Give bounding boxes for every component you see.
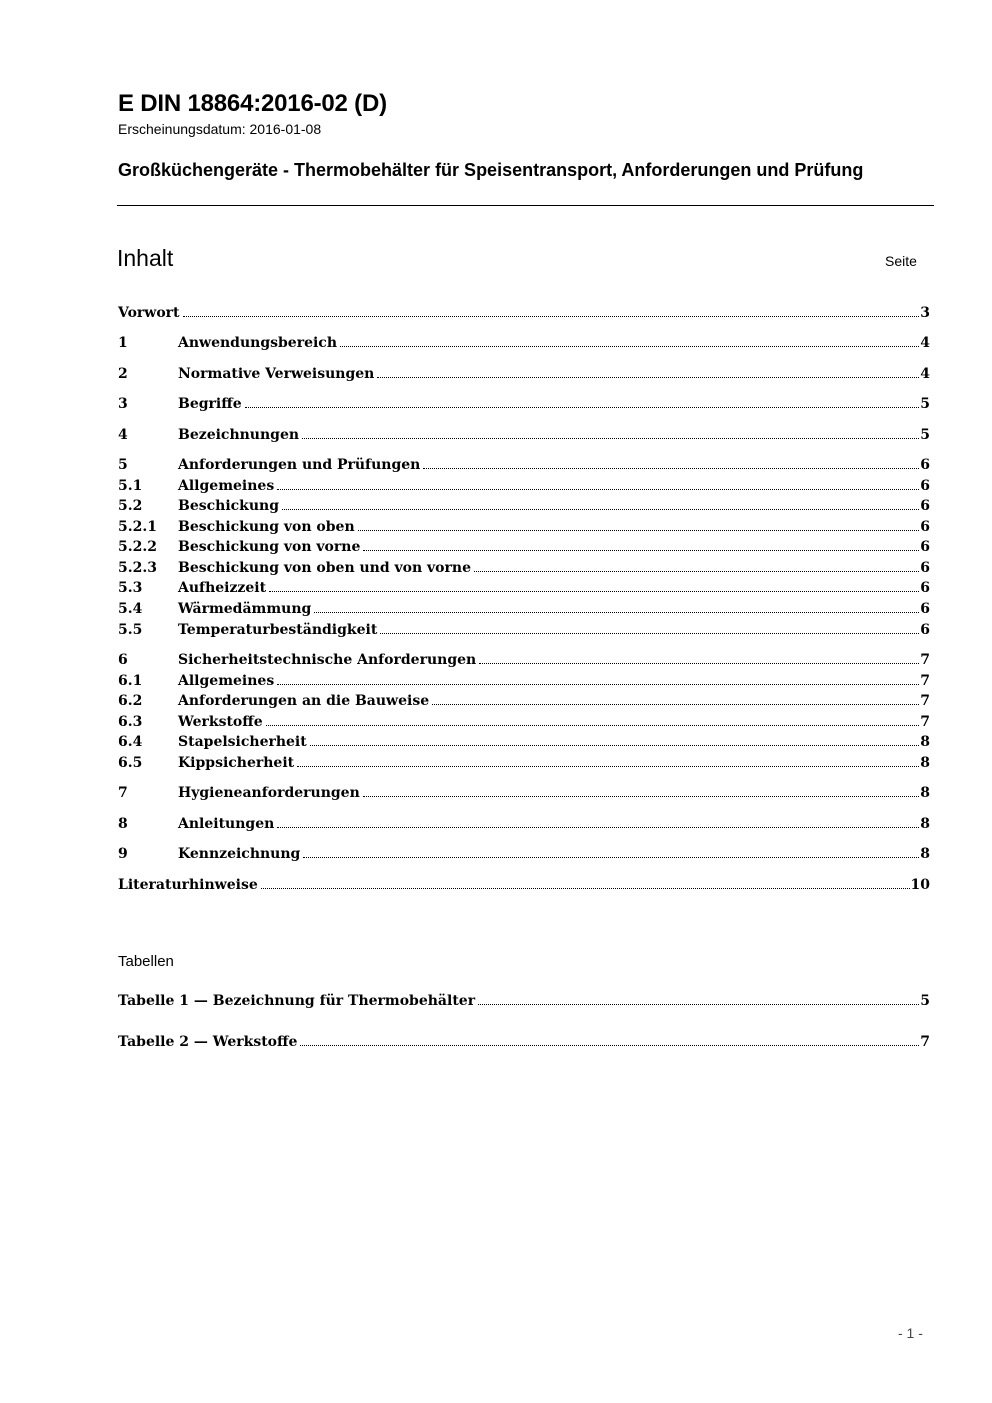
toc-entry-title: Sicherheitstechnische Anforderungen: [178, 652, 477, 668]
toc-entry-number: 5.1: [118, 478, 143, 494]
toc-entry-page: 6: [920, 560, 930, 576]
page-number: - 1 -: [898, 1325, 923, 1341]
toc-entry-6-1[interactable]: [118, 670, 930, 690]
toc-heading: Inhalt: [117, 245, 174, 271]
toc-entry-title: Allgemeines: [178, 478, 275, 494]
dot-leader: [358, 530, 920, 531]
dot-leader: [380, 633, 919, 634]
toc-entry-page: 6: [920, 580, 930, 596]
table-entry-1[interactable]: [118, 990, 930, 1010]
page-column-label: Seite: [885, 253, 917, 269]
dot-leader: [300, 1045, 919, 1046]
document-subtitle: Großküchengeräte - Thermobehälter für Speisentransport, Anforderungen und Prüfung: [118, 160, 864, 180]
toc-entry-page: 4: [920, 366, 930, 382]
toc-entry-6-2[interactable]: [118, 690, 930, 710]
toc-entry-9[interactable]: [118, 843, 930, 863]
toc-entry-number: 7: [118, 785, 128, 801]
toc-entry-number: 5.2.3: [118, 560, 157, 576]
dot-leader: [363, 796, 919, 797]
toc-entry-5-2-1[interactable]: [118, 516, 930, 536]
dot-leader: [432, 704, 919, 705]
toc-entry-page: 5: [920, 396, 930, 412]
toc-entry-number: 1: [118, 335, 128, 351]
toc-entry-number: 6.2: [118, 693, 143, 709]
toc-entry-number: 5.5: [118, 622, 143, 638]
dot-leader: [282, 509, 919, 510]
toc-entry-number: 6.5: [118, 755, 143, 771]
toc-entry-number: 6.1: [118, 673, 143, 689]
dot-leader: [303, 857, 919, 858]
dot-leader: [266, 725, 920, 726]
dot-leader: [183, 316, 920, 317]
dot-leader: [377, 377, 919, 378]
toc-entry-title: Beschickung: [178, 498, 280, 514]
dot-leader: [261, 888, 910, 889]
toc-entry-1[interactable]: [118, 332, 930, 352]
dot-leader: [297, 766, 919, 767]
toc-entry-title: Aufheizzeit: [178, 580, 267, 596]
dot-leader: [302, 438, 919, 439]
toc-entry-5-2[interactable]: [118, 495, 930, 515]
toc-entry-6-4[interactable]: [118, 731, 930, 751]
dot-leader: [245, 407, 920, 408]
toc-entry-number: 5.2: [118, 498, 143, 514]
toc-entry-page: 7: [920, 714, 930, 730]
dot-leader: [363, 550, 919, 551]
toc-entry-7[interactable]: [118, 782, 930, 802]
toc-entry-page: 8: [920, 846, 930, 862]
toc-entry-title: Anleitungen: [178, 816, 275, 832]
dot-leader: [340, 346, 919, 347]
dot-leader: [310, 745, 920, 746]
toc-entry-title: Beschickung von oben: [178, 519, 355, 535]
toc-entry-number: 6.4: [118, 734, 143, 750]
toc-entry-8[interactable]: [118, 813, 930, 833]
toc-entry-title: Allgemeines: [178, 673, 275, 689]
toc-entry-page: 10: [910, 877, 930, 893]
toc-entry-number: 5: [118, 457, 128, 473]
document-title: E DIN 18864:2016-02 (D): [118, 90, 387, 117]
toc-entry-page: 8: [920, 785, 930, 801]
table-entry-title: Tabelle 2 — Werkstoffe: [118, 1034, 298, 1050]
toc-entry-title: Temperaturbeständigkeit: [178, 622, 378, 638]
toc-entry-title: Wärmedämmung: [178, 601, 312, 617]
toc-entry-5-2-3[interactable]: [118, 557, 930, 577]
toc-entry-5-3[interactable]: [118, 577, 930, 597]
toc-entry-6-3[interactable]: [118, 711, 930, 731]
table-entry-2[interactable]: [118, 1031, 930, 1051]
toc-entry-page: 6: [920, 498, 930, 514]
toc-entry-page: 6: [920, 457, 930, 473]
toc-entry-vorwort[interactable]: [118, 302, 930, 322]
dot-leader: [277, 489, 919, 490]
toc-entry-title: Werkstoffe: [178, 714, 263, 730]
toc-entry-page: 8: [920, 816, 930, 832]
toc-entry-page: 5: [920, 427, 930, 443]
toc-entry-number: 6.3: [118, 714, 143, 730]
toc-entry-6-5[interactable]: [118, 752, 930, 772]
toc-entry-page: 3: [920, 305, 930, 321]
toc-entry-5-4[interactable]: [118, 598, 930, 618]
toc-entry-number: 3: [118, 396, 128, 412]
toc-entry-title: Anforderungen an die Bauweise: [178, 693, 430, 709]
dot-leader: [314, 612, 919, 613]
toc-entry-page: 7: [920, 693, 930, 709]
table-entry-page: 7: [920, 1034, 930, 1050]
toc-entry-title: Begriffe: [178, 396, 242, 412]
title-divider: [117, 205, 934, 206]
toc-entry-page: 8: [920, 755, 930, 771]
tables-heading: Tabellen: [118, 953, 174, 970]
dot-leader: [474, 571, 919, 572]
toc-entry-title: Bezeichnungen: [178, 427, 300, 443]
dot-leader: [479, 663, 919, 664]
toc-entry-literaturhinweise[interactable]: [118, 874, 930, 894]
toc-entry-page: 7: [920, 673, 930, 689]
table-entry-title: Tabelle 1 — Bezeichnung für Thermobehälter: [118, 993, 476, 1009]
toc-entry-title: Normative Verweisungen: [178, 366, 375, 382]
toc-entry-page: 7: [920, 652, 930, 668]
toc-entry-page: 6: [920, 478, 930, 494]
toc-entry-title: Hygieneanforderungen: [178, 785, 360, 801]
toc-entry-page: 6: [920, 519, 930, 535]
toc-entry-title: Kippsicherheit: [178, 755, 295, 771]
toc-entry-5-1[interactable]: [118, 475, 930, 495]
toc-entry-title: Literaturhinweise: [118, 877, 258, 893]
toc-entry-number: 8: [118, 816, 128, 832]
dot-leader: [478, 1004, 919, 1005]
toc-entry-5[interactable]: [118, 454, 930, 474]
toc-entry-number: 5.4: [118, 601, 143, 617]
toc-entry-title: Anforderungen und Prüfungen: [178, 457, 421, 473]
toc-entry-title: Beschickung von oben und von vorne: [178, 560, 471, 576]
toc-entry-number: 5.3: [118, 580, 143, 596]
toc-entry-title: Beschickung von vorne: [178, 539, 361, 555]
toc-entry-page: 6: [920, 539, 930, 555]
dot-leader: [277, 684, 919, 685]
toc-entry-3[interactable]: [118, 393, 930, 413]
toc-entry-number: 9: [118, 846, 128, 862]
toc-entry-number: 5.2.2: [118, 539, 157, 555]
toc-entry-page: 6: [920, 601, 930, 617]
toc-entry-title: Kennzeichnung: [178, 846, 301, 862]
publication-date: Erscheinungsdatum: 2016-01-08: [118, 121, 322, 137]
toc-entry-page: 4: [920, 335, 930, 351]
toc-entry-4[interactable]: [118, 424, 930, 444]
toc-entry-page: 6: [920, 622, 930, 638]
toc-entry-6[interactable]: [118, 649, 930, 669]
toc-entry-number: 4: [118, 427, 128, 443]
toc-entry-number: 6: [118, 652, 128, 668]
toc-entry-5-5[interactable]: [118, 619, 930, 639]
dot-leader: [277, 827, 919, 828]
table-entry-page: 5: [920, 993, 930, 1009]
toc-entry-page: 8: [920, 734, 930, 750]
dot-leader: [269, 591, 919, 592]
toc-entry-title: Vorwort: [118, 305, 180, 321]
toc-entry-5-2-2[interactable]: [118, 536, 930, 556]
toc-entry-number: 2: [118, 366, 128, 382]
toc-entry-title: Anwendungsbereich: [178, 335, 337, 351]
toc-entry-number: 5.2.1: [118, 519, 157, 535]
toc-entry-2[interactable]: [118, 363, 930, 383]
dot-leader: [423, 468, 919, 469]
toc-entry-title: Stapelsicherheit: [178, 734, 307, 750]
